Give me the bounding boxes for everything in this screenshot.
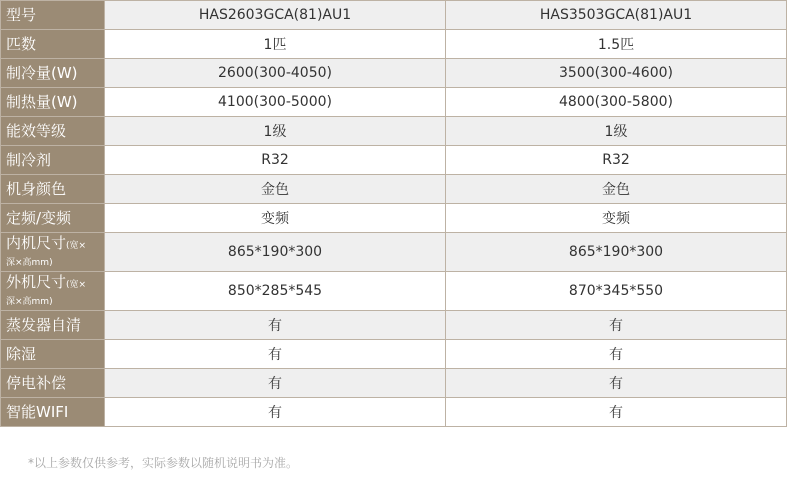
value-b: 4800(300-5800) [446, 88, 787, 117]
row-label [1, 272, 105, 311]
row-label-main: 外机尺寸 [6, 273, 67, 292]
row-label-unit: (宽× [66, 280, 87, 291]
row-label: 智能WIFI [1, 398, 105, 427]
table-row [1, 233, 787, 272]
table-row [1, 398, 787, 427]
row-label: 能效等级 [1, 117, 105, 146]
value-b: 变频 [446, 204, 787, 233]
row-label: 除湿 [1, 340, 105, 369]
disclaimer-note: *以上参数仅供参考，实际参数以随机说明书为准。 [28, 456, 299, 470]
table-row [1, 175, 787, 204]
row-label: 制热量(W) [1, 88, 105, 117]
model-a: HAS2603GCA(81)AU1 [105, 1, 446, 30]
value-a: 有 [105, 398, 446, 427]
row-label: 停电补偿 [1, 369, 105, 398]
value-a: 变频 [105, 204, 446, 233]
row-label: 匹数 [1, 30, 105, 59]
value-b: 有 [446, 398, 787, 427]
value-b: 有 [446, 340, 787, 369]
value-b: 865*190*300 [446, 233, 787, 272]
value-b: 3500(300-4600) [446, 59, 787, 88]
table-row [1, 30, 787, 59]
table-row [1, 146, 787, 175]
value-a: 1级 [105, 117, 446, 146]
row-label-unit: (宽× [66, 241, 87, 252]
value-b: 有 [446, 311, 787, 340]
table-row [1, 369, 787, 398]
table-row [1, 272, 787, 311]
value-a: 850*285*545 [105, 272, 446, 311]
row-label: 型号 [1, 1, 105, 30]
table-row [1, 59, 787, 88]
row-label [1, 233, 105, 272]
table-row [1, 117, 787, 146]
value-b: R32 [446, 146, 787, 175]
value-a: 金色 [105, 175, 446, 204]
table-row [1, 88, 787, 117]
table-row [1, 340, 787, 369]
row-label-unit-2: 深×高mm) [6, 297, 53, 307]
row-label-unit-2: 深×高mm) [6, 258, 53, 268]
row-label: 定频/变频 [1, 204, 105, 233]
value-a: 有 [105, 340, 446, 369]
row-label-main: 内机尺寸 [6, 234, 67, 253]
row-label: 蒸发器自清 [1, 311, 105, 340]
value-b: 有 [446, 369, 787, 398]
table-row [1, 311, 787, 340]
model-b: HAS3503GCA(81)AU1 [446, 1, 787, 30]
value-a: 1匹 [105, 30, 446, 59]
value-a: 2600(300-4050) [105, 59, 446, 88]
row-label: 制冷剂 [1, 146, 105, 175]
value-a: 4100(300-5000) [105, 88, 446, 117]
table-row [1, 204, 787, 233]
value-a: 865*190*300 [105, 233, 446, 272]
value-b: 870*345*550 [446, 272, 787, 311]
table-row-model [1, 1, 787, 30]
value-a: 有 [105, 369, 446, 398]
value-b: 1级 [446, 117, 787, 146]
value-b: 1.5匹 [446, 30, 787, 59]
row-label: 机身颜色 [1, 175, 105, 204]
value-a: R32 [105, 146, 446, 175]
row-label: 制冷量(W) [1, 59, 105, 88]
value-b: 金色 [446, 175, 787, 204]
value-a: 有 [105, 311, 446, 340]
